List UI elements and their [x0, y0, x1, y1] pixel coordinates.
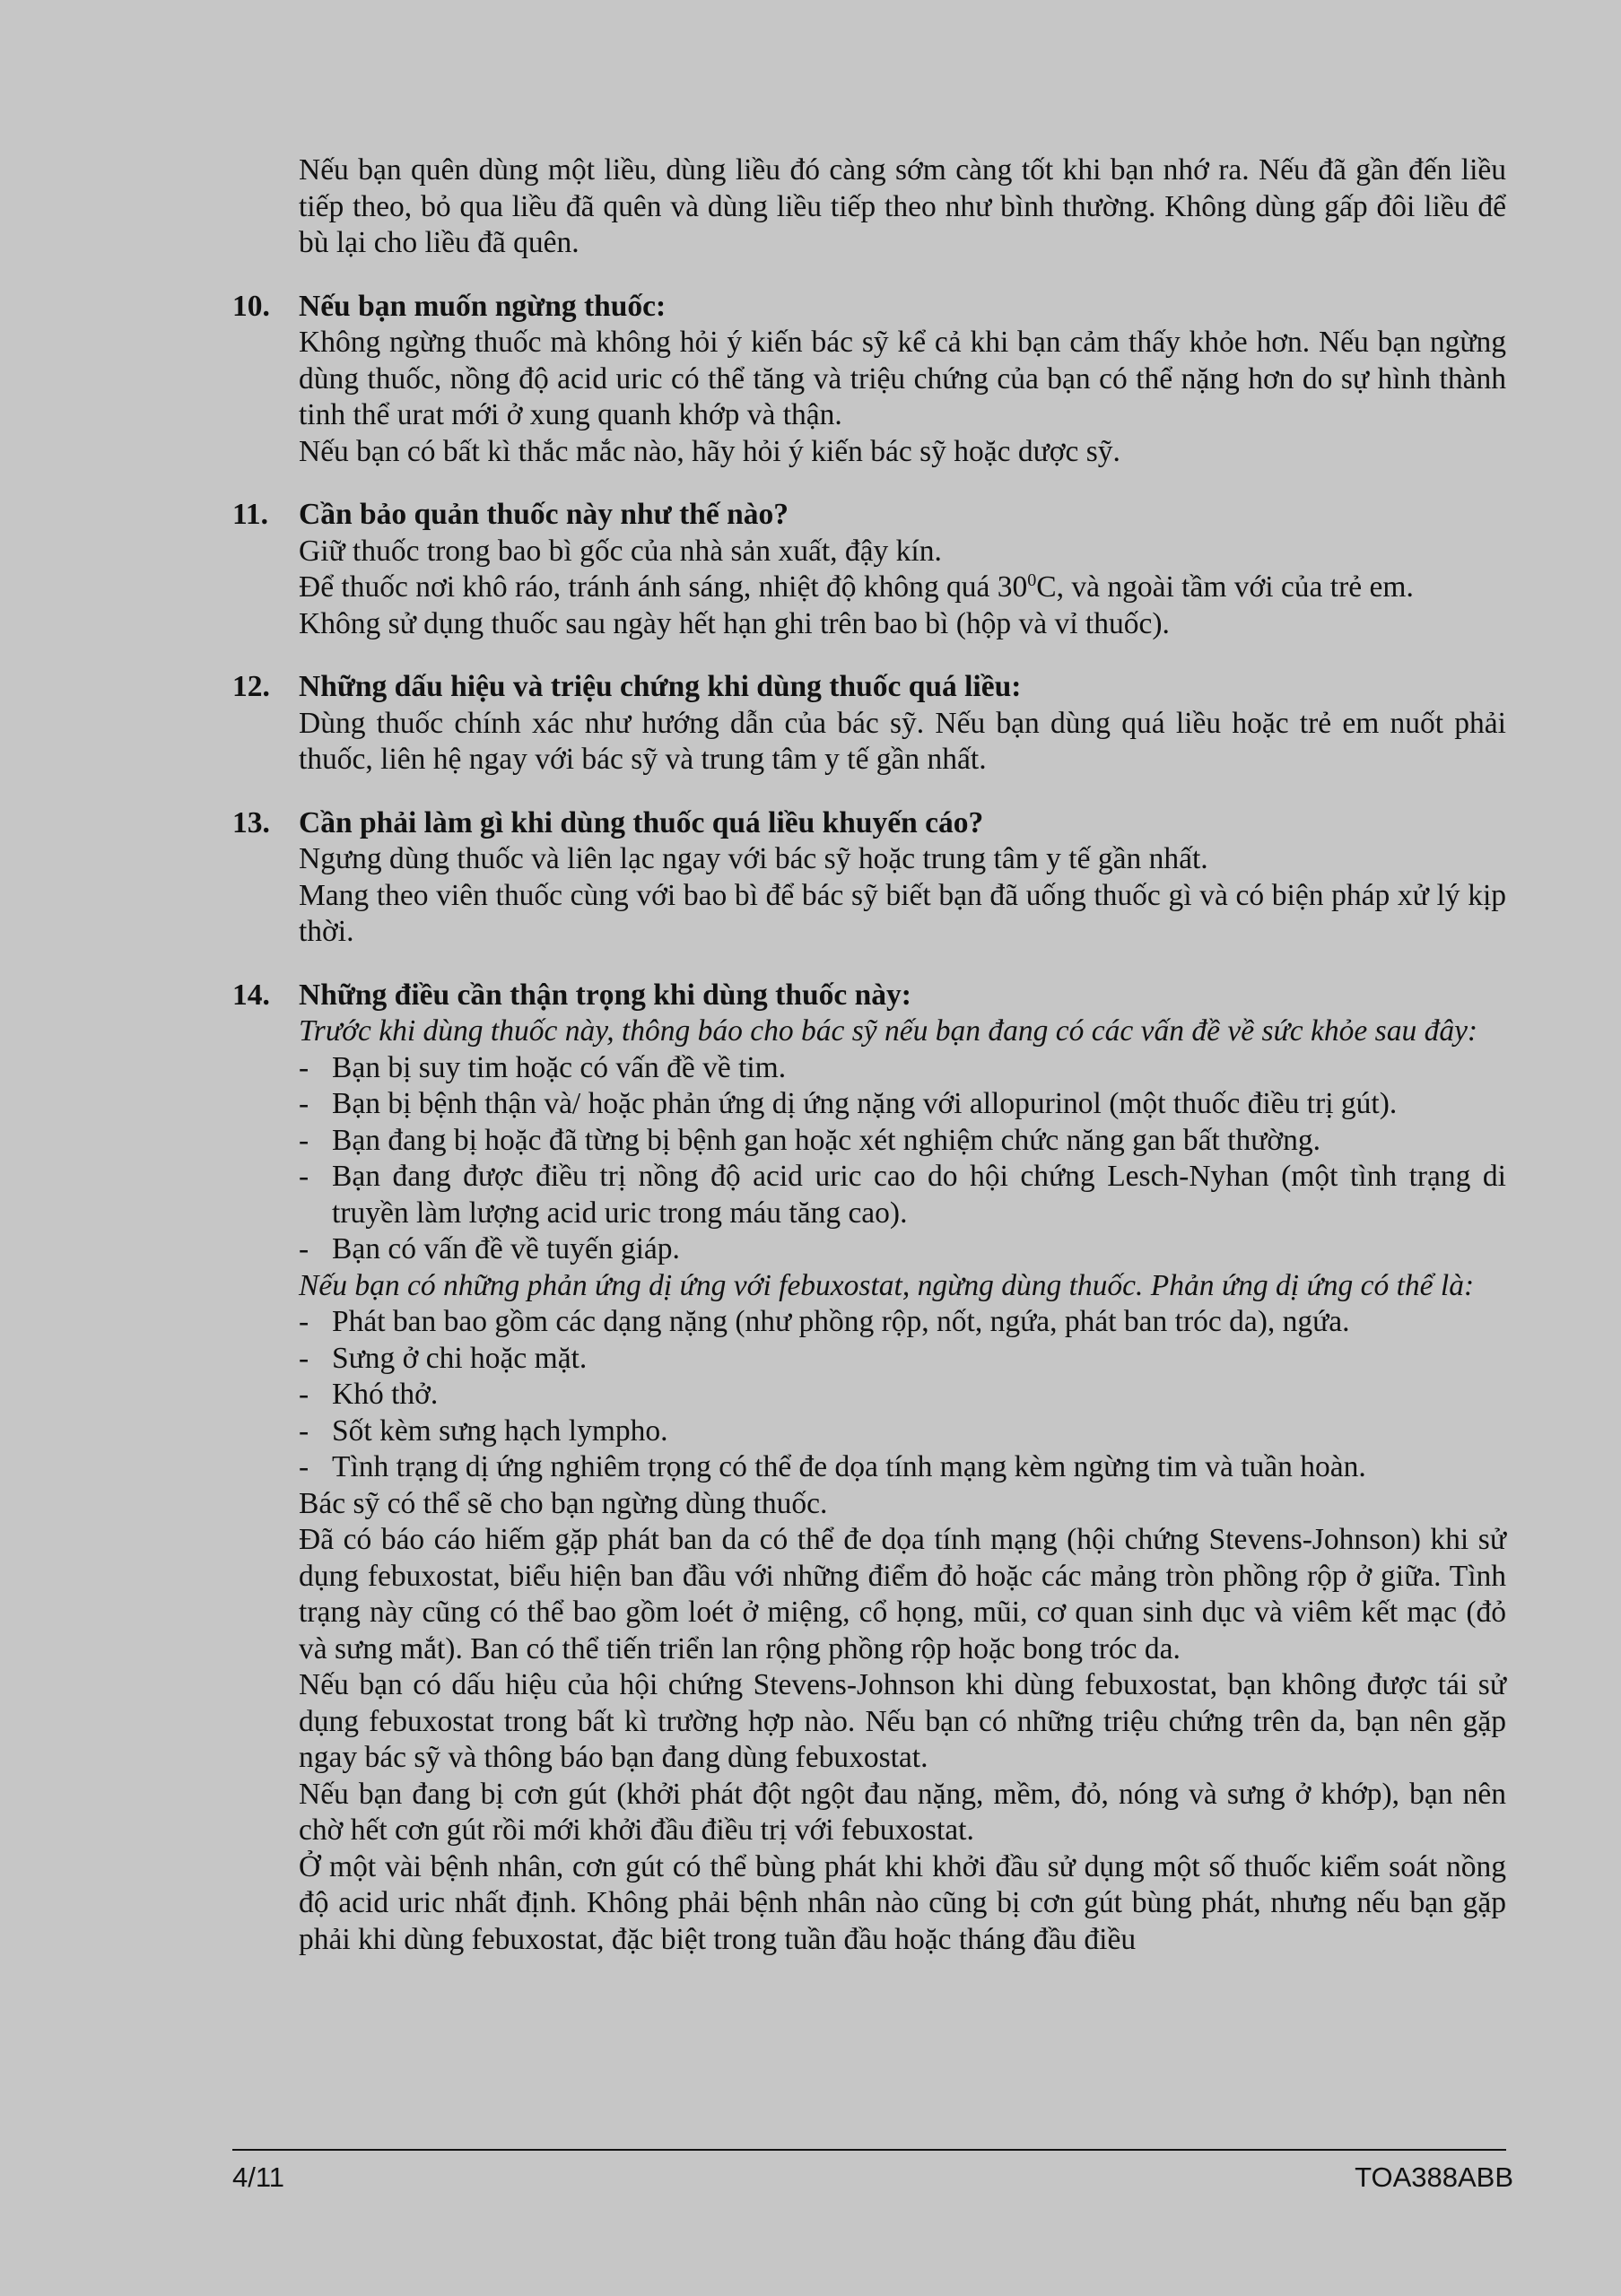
- bullet-dash: -: [299, 1413, 309, 1448]
- list-item-text: Sưng ở chi hoặc mặt.: [332, 1341, 588, 1375]
- section-title: Những dấu hiệu và triệu chứng khi dùng thuốc quá liều:: [299, 670, 1022, 703]
- page-content: [232, 152, 1506, 1958]
- bullet-dash: -: [299, 1305, 309, 1338]
- paragraph: Nếu bạn có bất kì thắc mắc nào, hãy hỏi ý kiến bác sỹ hoặc dược sỹ.: [299, 434, 1120, 468]
- section-number: 13.: [232, 805, 270, 839]
- list-item: [299, 1449, 1506, 1486]
- footer-divider: [232, 2149, 1506, 2151]
- list-item-text: Bạn bị bệnh thận và/ hoặc phản ứng dị ứng nặng với allopurinol (một thuốc điều trị gút).: [332, 1087, 1398, 1120]
- bullet-dash: -: [299, 1232, 309, 1265]
- list-item-text: Bạn có vấn đề về tuyến giáp.: [332, 1232, 680, 1265]
- section-heading: [232, 497, 1506, 534]
- list-item: [299, 1123, 1506, 1160]
- paragraph: Giữ thuốc trong bao bì gốc của nhà sản xuất, đậy kín.: [299, 534, 942, 568]
- bullet-dash: -: [299, 1450, 309, 1483]
- paragraph: Không sử dụng thuốc sau ngày hết hạn ghi trên bao bì (hộp và vỉ thuốc).: [299, 606, 1170, 640]
- section-heading: [232, 669, 1506, 706]
- intro-block: [299, 152, 1506, 262]
- page-footer: [232, 2160, 1513, 2196]
- list-item-text: Bạn bị suy tim hoặc có vấn đề về tim.: [332, 1050, 787, 1084]
- section-heading: [232, 289, 1506, 326]
- bullet-dash: -: [299, 1378, 309, 1411]
- list-item: [299, 1413, 1506, 1450]
- section-12: [232, 669, 1506, 778]
- bullet-dash: -: [299, 1050, 309, 1084]
- paragraph: Nếu bạn có dấu hiệu của hội chứng Stevens-Johnson khi dùng febuxostat, bạn không được tái sử dụng febuxostat trong bất kì trường hợp nào. Nếu bạn có những triệu chứng trên da, bạn nên gặp ngay bác sỹ và thông báo bạn đang dùng febuxostat.: [299, 1668, 1506, 1774]
- degree-superscript: 0: [1027, 570, 1037, 590]
- section-title: Những điều cần thận trọng khi dùng thuốc này:: [299, 978, 911, 1012]
- list-item: [299, 1159, 1506, 1231]
- bullet-dash: -: [299, 1087, 309, 1120]
- section-heading: [232, 978, 1506, 1014]
- paragraph: Ngưng dùng thuốc và liên lạc ngay với bác sỹ hoặc trung tâm y tế gần nhất.: [299, 842, 1208, 875]
- paragraph: Ở một vài bệnh nhân, cơn gút có thể bùng phát khi khởi đầu sử dụng một số thuốc kiểm soát nồng độ acid uric nhất định. Không phải bệnh nhân nào cũng bị cơn gút bùng phát, nhưng nếu bạn gặp phải khi dùng febuxostat, đặc biệt trong tuần đầu hoặc tháng đầu điều: [299, 1849, 1506, 1956]
- list-item-text: Bạn đang được điều trị nồng độ acid uric cao do hội chứng Lesch-Nyhan (một tình trạng di truyền làm lượng acid uric trong máu tăng cao).: [332, 1160, 1506, 1230]
- text-span: Để thuốc nơi khô ráo, tránh ánh sáng, nhiệt độ không quá 30: [299, 570, 1028, 604]
- document-code: TOA388ABB: [1355, 2161, 1513, 2193]
- bullet-dash: -: [299, 1123, 309, 1157]
- section-title: Nếu bạn muốn ngừng thuốc:: [299, 289, 667, 323]
- paragraph: Mang theo viên thuốc cùng với bao bì để bác sỹ biết bạn đã uống thuốc gì và có biện pháp xử lý kịp thời.: [299, 878, 1506, 948]
- section-13: [232, 805, 1506, 951]
- section-number: 11.: [232, 498, 269, 531]
- list-item-text: Phát ban bao gồm các dạng nặng (như phồng rộp, nốt, ngứa, phát ban tróc da), ngứa.: [332, 1305, 1350, 1338]
- page-number: 4/11: [232, 2161, 285, 2193]
- list-item-text: Sốt kèm sưng hạch lympho.: [332, 1413, 668, 1448]
- section-14: [232, 978, 1506, 1959]
- section-number: 12.: [232, 670, 270, 703]
- bullet-dash: -: [299, 1341, 309, 1375]
- bullet-dash: -: [299, 1160, 309, 1193]
- section-title: Cần phải làm gì khi dùng thuốc quá liều khuyến cáo?: [299, 805, 984, 839]
- paragraph: Nếu bạn đang bị cơn gút (khởi phát đột ngột đau nặng, mềm, đỏ, nóng và sưng ở khớp), bạn nên chờ hết cơn gút rồi mới khởi đầu điều trị với febuxostat.: [299, 1777, 1506, 1847]
- italic-intro: Trước khi dùng thuốc này, thông báo cho bác sỹ nếu bạn đang có các vấn đề về sức khỏe sau đây:: [299, 1014, 1478, 1048]
- list-item: [299, 1231, 1506, 1268]
- paragraph: Không ngừng thuốc mà không hỏi ý kiến bác sỹ kể cả khi bạn cảm thấy khỏe hơn. Nếu bạn ngừng dùng thuốc, nồng độ acid uric có thể tăng và triệu chứng của bạn có thể nặng hơn do sự hình thành tinh thể urat mới ở xung quanh khớp và thận.: [299, 326, 1506, 431]
- paragraph: Bác sỹ có thể sẽ cho bạn ngừng dùng thuốc.: [299, 1486, 828, 1520]
- list-item-text: Bạn đang bị hoặc đã từng bị bệnh gan hoặc xét nghiệm chức năng gan bất thường.: [332, 1123, 1321, 1157]
- section-number: 14.: [232, 978, 270, 1012]
- list-item: [299, 1341, 1506, 1378]
- list-item-text: Tình trạng dị ứng nghiêm trọng có thể đe dọa tính mạng kèm ngừng tim và tuần hoàn.: [332, 1450, 1366, 1483]
- section-title: Cần bảo quản thuốc này như thế nào?: [299, 498, 789, 531]
- section-number: 10.: [232, 289, 270, 323]
- section-10: [232, 289, 1506, 471]
- section-heading: [232, 805, 1506, 842]
- list-item: [299, 1050, 1506, 1087]
- storage-temperature-paragraph: [299, 570, 1506, 606]
- text-span: C, và ngoài tầm với của trẻ em.: [1036, 570, 1414, 604]
- italic-intro: Nếu bạn có những phản ứng dị ứng với febuxostat, ngừng dùng thuốc. Phản ứng dị ứng có thể là:: [299, 1268, 1475, 1302]
- list-item: [299, 1304, 1506, 1341]
- paragraph: Đã có báo cáo hiếm gặp phát ban da có thể đe dọa tính mạng (hội chứng Stevens-Johnson) khi sử dụng febuxostat, biểu hiện ban đầu với những điểm đỏ hoặc các mảng tròn phồng rộp ở giữa. Tình trạng này cũng có thể bao gồm loét ở miệng, cổ họng, mũi, cơ quan sinh dục và viêm kết mạc (đỏ và sưng mắt). Ban có thể tiến triển lan rộng phồng rộp hoặc bong tróc da.: [299, 1523, 1506, 1665]
- list-item: [299, 1377, 1506, 1413]
- list-item-text: Khó thở.: [332, 1378, 439, 1411]
- intro-paragraph: Nếu bạn quên dùng một liều, dùng liều đó càng sớm càng tốt khi bạn nhớ ra. Nếu đã gần đến liều tiếp theo, bỏ qua liều đã quên và dùng liều tiếp theo như bình thường. Không dùng gấp đôi liều để bù lại cho liều đã quên.: [299, 153, 1506, 259]
- list-item: [299, 1086, 1506, 1123]
- paragraph: Dùng thuốc chính xác như hướng dẫn của bác sỹ. Nếu bạn dùng quá liều hoặc trẻ em nuốt phải thuốc, liên hệ ngay với bác sỹ và trung tâm y tế gần nhất.: [299, 706, 1506, 776]
- section-11: [232, 497, 1506, 642]
